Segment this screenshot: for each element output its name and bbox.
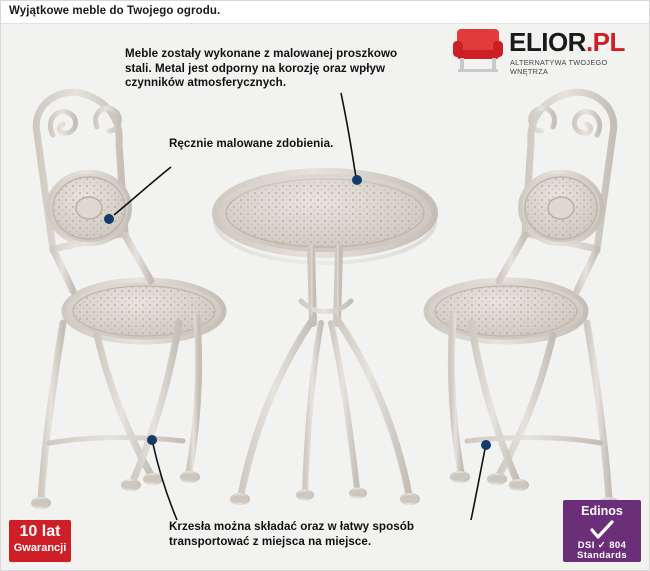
product-illustration bbox=[1, 23, 650, 518]
left-chair bbox=[32, 92, 224, 508]
bistro-table bbox=[215, 171, 435, 504]
edinos-title: Edinos bbox=[581, 504, 623, 518]
annotation-folding: Krzesła można składać oraz w łatwy sposób transportować z miejsca na miejsce. bbox=[169, 520, 414, 548]
warranty-label: Gwarancji bbox=[13, 542, 67, 554]
logo-name: ELIOR bbox=[509, 27, 586, 57]
right-chair bbox=[426, 92, 618, 508]
logo-tagline: ALTERNATYWA TWOJEGO WNĘTRZA bbox=[510, 58, 608, 76]
annotation-material: Meble zostały wykonane z malowanej proszkowo stali. Metal jest odporny na korozję oraz wpływ czynników atmosferycznych. bbox=[125, 47, 398, 90]
warranty-badge bbox=[9, 520, 71, 562]
edinos-dsi-line: DSI ✓ 804 bbox=[577, 540, 627, 551]
banner-headline: Wyjątkowe meble do Twojego ogrodu. bbox=[9, 5, 221, 17]
edinos-standards: Standards bbox=[576, 550, 628, 561]
logo-domain: .PL bbox=[585, 27, 625, 57]
check-mark-icon bbox=[590, 520, 614, 540]
annotation-ornaments: Ręcznie malowane zdobienia. bbox=[169, 137, 334, 150]
top-banner bbox=[1, 1, 650, 24]
warranty-years: 10 lat bbox=[19, 523, 61, 540]
edinos-badge bbox=[563, 500, 641, 562]
